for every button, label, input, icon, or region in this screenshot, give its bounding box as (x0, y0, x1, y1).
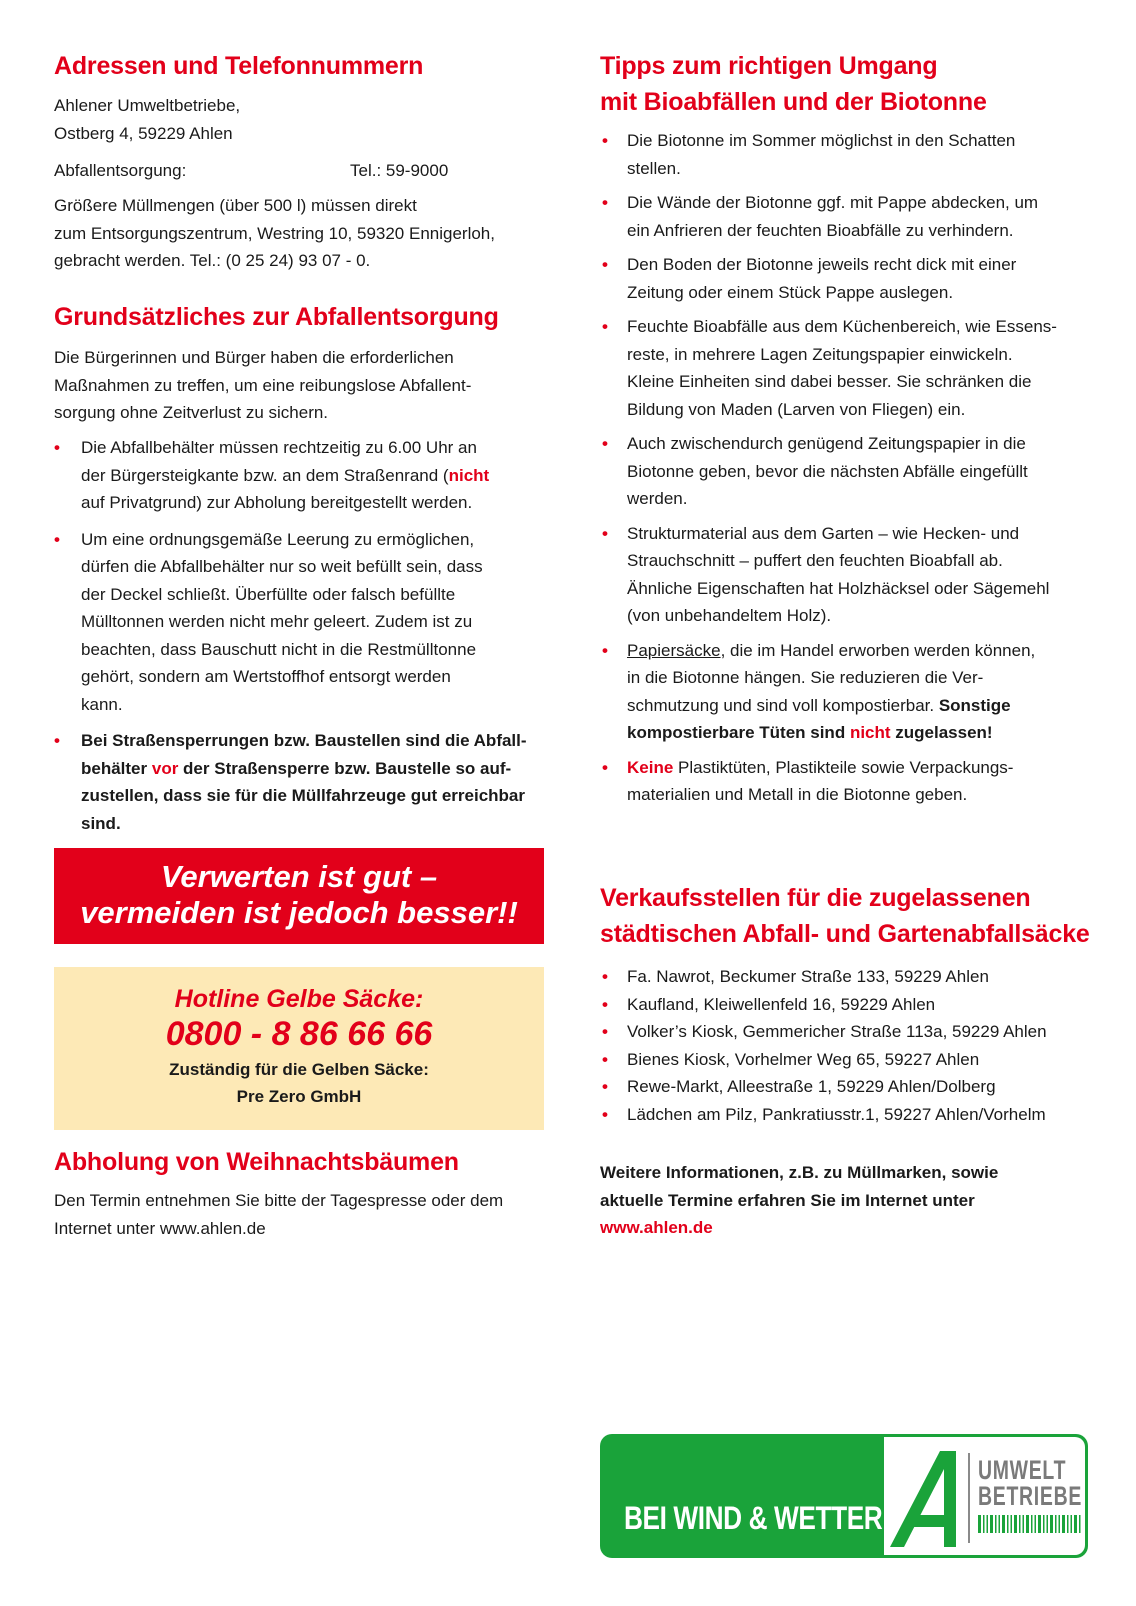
text-line: • Die Wände der Biotonne ggf. mit Pappe abdecken, um (627, 193, 1039, 212)
website-link[interactable]: www.ahlen.de (600, 1218, 713, 1237)
list-item: • Bienes Kiosk, Vorhelmer Weg 65, 59227 Ahlen (600, 1046, 1100, 1074)
list-item (600, 430, 1100, 513)
logo-divider (968, 1453, 970, 1543)
text-span: , die im Handel erworben werden können, (720, 640, 1036, 660)
service-phone: Tel.: 59-9000 (350, 161, 449, 180)
service-label: Abfallentsorgung: (54, 161, 187, 180)
text-line: sorgung ohne Zeitverlust zu sichern. (54, 403, 329, 422)
text-line: zustellen, dass sie für die Müllfahrzeuge gut erreichbar (81, 786, 526, 805)
barcode-stripe (987, 1515, 989, 1533)
logo-wordmark (978, 1457, 1082, 1509)
list-item (600, 251, 1100, 306)
list-item (600, 189, 1100, 244)
text-line: zum Entsorgungszentrum, Westring 10, 59320 Ennigerloh, (54, 223, 495, 243)
barcode-stripe (1047, 1515, 1049, 1533)
text-span: Plastiktüten, Plastikteile sowie Verpackungs- (673, 757, 1014, 777)
emphasis-red: Keine (627, 757, 674, 777)
text-line (627, 719, 1100, 747)
emphasis-red: nicht (448, 465, 490, 485)
barcode-stripe (1067, 1515, 1069, 1533)
text-line: auf Privatgrund) zur Abholung bereitgestellt werden. (81, 493, 473, 512)
barcode-stripe (1011, 1515, 1013, 1533)
text-line: Bildung von Maden (Larven von Fliegen) ein. (627, 399, 966, 419)
text-line: Größere Müllmengen (über 500 l) müssen direkt (54, 196, 417, 215)
text-line: reste, in mehrere Lagen Zeitungspapier einwickeln. (627, 344, 1013, 364)
barcode-stripe (1074, 1515, 1077, 1533)
text-line: • Den Boden der Biotonne jeweils recht dick mit einer (627, 255, 1017, 274)
hotline-number[interactable]: 0800 - 8 86 66 66 (165, 1015, 433, 1053)
heading-line: Verkaufsstellen für die zugelassenen (600, 884, 1031, 912)
barcode-stripe (1071, 1515, 1073, 1533)
more-info (600, 1159, 1100, 1242)
text-line: Den Termin entnehmen Sie bitte der Tagespresse oder dem (54, 1191, 504, 1210)
text-line: Internet unter www.ahlen.de (54, 1218, 266, 1238)
trees-text (54, 1187, 564, 1242)
text-span: der Straßensperre bzw. Baustelle so auf- (178, 758, 512, 778)
barcode-stripe (1002, 1515, 1005, 1533)
text-line: werden. (627, 489, 688, 508)
barcode-stripe (999, 1515, 1001, 1533)
text-line: beachten, dass Bauschutt nicht in die Restmülltonne (81, 639, 477, 659)
text-line: aktuelle Termine erfahren Sie im Internet unter (600, 1190, 975, 1210)
logo-slogan: BEI WIND & WETTER (624, 1500, 883, 1536)
basics-list (54, 434, 554, 837)
emphasis-red: nicht (849, 723, 891, 742)
text-line: der Deckel schließt. Überfüllte oder falsch befüllte (81, 584, 456, 604)
text-line: (von unbehandeltem Holz). (627, 606, 832, 625)
barcode-stripe (1055, 1515, 1057, 1533)
text-line: Mülltonnen werden nicht mehr geleert. Zudem ist zu (81, 612, 473, 631)
text-line: • Um eine ordnungsgemäße Leerung zu ermöglichen, (81, 529, 475, 549)
list-item (54, 434, 554, 517)
slogan-banner (54, 848, 544, 944)
text-line: kann. (81, 694, 123, 714)
umweltbetriebe-logo (600, 1434, 1088, 1558)
text-line: • Auch zwischendurch genügend Zeitungspapier in die (627, 434, 1026, 453)
text-line: Strauchschnitt – puffert den feuchten Bioabfall ab. (627, 551, 1003, 570)
heading-line: mit Bioabfällen und der Biotonne (600, 88, 987, 116)
service-row (54, 157, 554, 185)
text-span: schmutzung und sind voll kompostierbar. (627, 695, 939, 715)
address-block (54, 92, 240, 147)
text-line: Biotonne geben, bevor die nächsten Abfälle eingefüllt (627, 461, 1028, 481)
tips-list (600, 127, 1100, 809)
barcode-stripe (1007, 1515, 1009, 1533)
text-span: kompostierbare Tüten sind (627, 723, 850, 742)
large-waste-text (54, 192, 554, 275)
text-span: zugelassen! (890, 723, 993, 742)
barcode-stripe (1014, 1515, 1017, 1533)
text-line: sind. (81, 813, 121, 833)
basics-intro (54, 344, 554, 427)
barcode-stripe (1050, 1515, 1053, 1533)
text-line: Ähnliche Eigenschaften hat Holzhäcksel oder Sägemehl (627, 578, 1050, 598)
text-span: Sonstige (938, 695, 1011, 715)
barcode-stripe (1023, 1515, 1025, 1533)
text-line: gebracht werden. Tel.: (0 25 24) 93 07 - 0. (54, 251, 371, 270)
barcode-stripe (983, 1515, 985, 1533)
barcode-stripe (1059, 1515, 1061, 1533)
barcode-stripe (1079, 1515, 1081, 1533)
list-item (600, 127, 1100, 182)
heading-line: städtischen Abfall- und Gartenabfallsäcke (600, 920, 1090, 948)
text-line: ein Anfrieren der feuchten Bioabfälle zu verhindern. (627, 220, 1014, 240)
text-line: Kleine Einheiten sind dabei besser. Sie schränken die (627, 372, 1032, 391)
text-line: in die Biotonne hängen. Sie reduzieren die Ver- (627, 668, 984, 687)
hotline-box (54, 967, 544, 1130)
text-line: Zeitung oder einem Stück Pappe auslegen. (627, 282, 954, 302)
list-item (54, 727, 554, 837)
barcode-stripe (995, 1515, 997, 1533)
barcode-stripe (1026, 1515, 1029, 1533)
trees-heading: Abholung von Weihnachtsbäumen (54, 1148, 459, 1176)
logo-word: UMWELT (978, 1455, 1067, 1485)
text-line: Maßnahmen zu treffen, um eine reibungslose Abfallent- (54, 375, 472, 395)
text-line: stellen. (627, 158, 681, 178)
list-item (600, 313, 1100, 423)
emphasis-red: vor (151, 758, 179, 778)
list-item: • Kaufland, Kleiwellenfeld 16, 59229 Ahlen (600, 991, 1100, 1019)
barcode-stripe (1031, 1515, 1033, 1533)
barcode-icon (978, 1515, 1082, 1533)
logo-word: BETRIEBE (978, 1481, 1083, 1511)
list-item (54, 526, 554, 719)
text-line: Weitere Informationen, z.B. zu Müllmarken, sowie (600, 1163, 999, 1182)
text-line: gehört, sondern am Wertstoffhof entsorgt werden (81, 667, 451, 686)
text-line: Die Bürgerinnen und Bürger haben die erforderlichen (54, 348, 454, 367)
banner-line: vermeiden ist jedoch besser!! (80, 895, 518, 930)
list-item: • Lädchen am Pilz, Pankratiusstr.1, 59227 Ahlen/Vorhelm (600, 1101, 1100, 1129)
barcode-stripe (1019, 1515, 1021, 1533)
text-span: der Bürgersteigkante bzw. an dem Straßenrand ( (81, 465, 449, 485)
barcode-stripe (1038, 1515, 1041, 1533)
text-line: materialien und Metall in die Biotonne geben. (627, 785, 968, 804)
shops-heading (600, 880, 1120, 952)
heading-line: Tipps zum richtigen Umgang (600, 52, 938, 80)
text-line (627, 692, 1100, 720)
text-line (627, 754, 1100, 782)
list-item: • Volker’s Kiosk, Gemmericher Straße 113a, 59229 Ahlen (600, 1018, 1100, 1046)
basics-heading: Grundsätzliches zur Abfallentsorgung (54, 303, 499, 331)
hotline-responsible: Zuständig für die Gelben Säcke: (169, 1060, 429, 1079)
addresses-heading: Adressen und Telefonnummern (54, 52, 424, 80)
text-line: • Bei Straßensperrungen bzw. Baustellen sind die Abfall- (81, 731, 527, 750)
tips-heading (600, 48, 1120, 120)
barcode-stripe (990, 1515, 993, 1533)
list-item: • Fa. Nawrot, Beckumer Straße 133, 59229 Ahlen (600, 963, 1100, 991)
list-item (600, 520, 1100, 630)
text-line: • Feuchte Bioabfälle aus dem Küchenbereich, wie Essens- (627, 317, 1057, 336)
umweltbetriebe-a-icon (890, 1447, 964, 1547)
list-item (600, 754, 1100, 809)
barcode-stripe (1062, 1515, 1065, 1533)
address-line: Ahlener Umweltbetriebe, (54, 96, 241, 115)
text-line: • Die Biotonne im Sommer möglichst in den Schatten (627, 131, 1016, 150)
text-line: • Die Abfallbehälter müssen rechtzeitig zu 6.00 Uhr an (81, 438, 477, 457)
barcode-stripe (1043, 1515, 1045, 1533)
text-span: behälter (81, 758, 152, 778)
text-line (81, 462, 554, 490)
shops-list (600, 963, 1100, 1128)
text-line (81, 755, 554, 783)
banner-line: Verwerten ist gut – (160, 859, 438, 894)
address-line: Ostberg 4, 59229 Ahlen (54, 123, 233, 143)
hotline-company: Pre Zero GmbH (236, 1087, 362, 1106)
text-line: dürfen die Abfallbehälter nur so weit befüllt sein, dass (81, 557, 483, 576)
hotline-title: Hotline Gelbe Säcke: (174, 985, 424, 1013)
list-item: • Rewe-Markt, Alleestraße 1, 59229 Ahlen/Dolberg (600, 1073, 1100, 1101)
barcode-stripe (1035, 1515, 1037, 1533)
underlined-term: Papiersäcke (627, 640, 721, 660)
list-item (600, 637, 1100, 747)
text-line (627, 637, 1100, 665)
text-line: • Strukturmaterial aus dem Garten – wie Hecken- und (627, 523, 1020, 543)
logo-brand-panel (884, 1437, 1085, 1555)
barcode-stripe (978, 1515, 981, 1533)
